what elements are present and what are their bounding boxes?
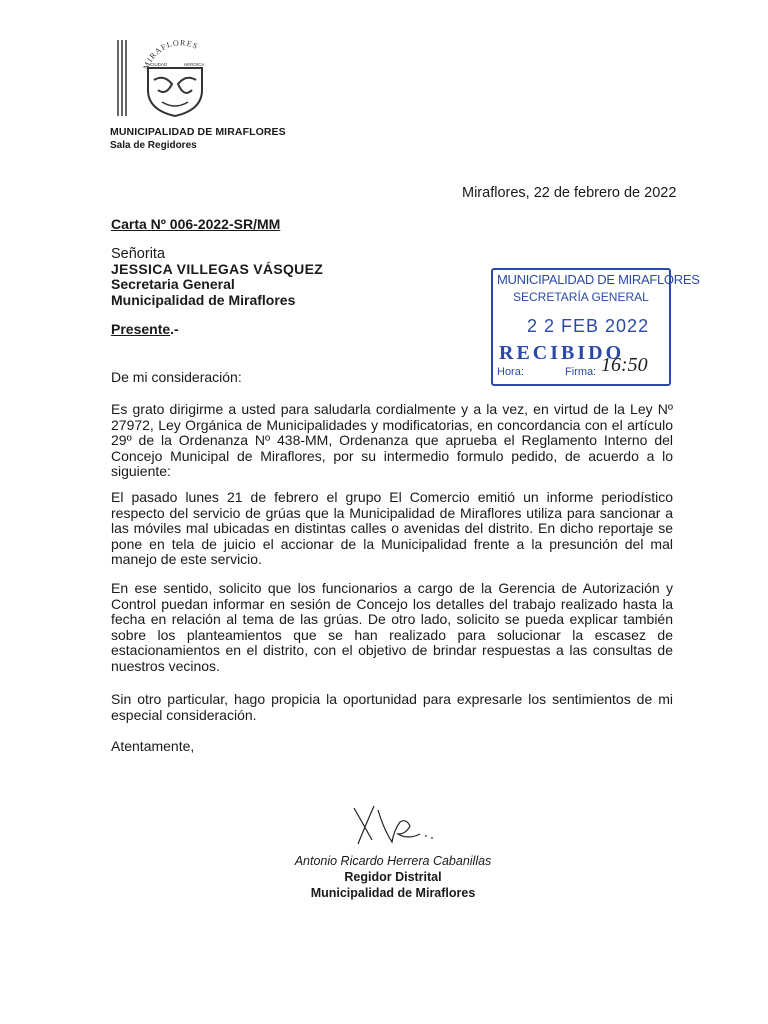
body-paragraph-4: Sin otro particular, hago propicia la oportunidad para expresarle los sentimientos de mi especial consideración. xyxy=(111,691,673,723)
stamp-hora-label: Hora: xyxy=(497,366,524,378)
logo-left-text: CIUDAD xyxy=(150,62,168,67)
stamp-recibido: RECIBIDO xyxy=(499,342,625,364)
greeting: De mi consideración: xyxy=(111,369,242,385)
logo-arc-text: MIRAFLORES xyxy=(141,38,200,71)
carta-number: Carta Nº 006-2022-SR/MM xyxy=(111,216,281,232)
signer-role: Regidor Distrital xyxy=(344,870,442,884)
letter-date: Miraflores, 22 de febrero de 2022 xyxy=(462,185,677,201)
body-paragraph-3: En ese sentido, solicito que los funcionarios a cargo de la Gerencia de Autorización y Control puedan informar en sesión de Concejo los detalles del trabajo realizado hasta la fecha en relación al tema de las grúas. De otro lado, solicito se pueda explicar también sobre los planteamientos que se han realizado para solucionar la escasez de estacionamientos en el distrito, con el objetivo de brindar respuestas a las consultas de nuestros vecinos. xyxy=(111,580,673,674)
stamp-firma-label: Firma: xyxy=(565,366,597,378)
org-subtitle: Sala de Regidores xyxy=(110,140,197,151)
presente-heading xyxy=(111,321,179,337)
stamp-organization: MUNICIPALIDAD DE MIRAFLORES xyxy=(497,272,700,287)
handwritten-signature xyxy=(348,800,438,850)
stamp-handwritten-time: 16:50 xyxy=(601,354,648,376)
logo-right-text: HEROICA xyxy=(184,62,205,67)
body-paragraph-2: El pasado lunes 21 de febrero el grupo El Comercio emitió un informe periodístico respecto del servicio de grúas que la Municipalidad de Miraflores utiliza para sancionar a las móviles mal ubicadas en distintas calles o avenidas del distrito. En dicho reportaje se pone en tela de juicio el accionar de la Municipalidad frente a la presunción del mal manejo de este servicio. xyxy=(111,489,673,568)
org-name: MUNICIPALIDAD DE MIRAFLORES xyxy=(110,126,286,138)
recipient-salutation: Señorita xyxy=(111,246,166,262)
signer-name: Antonio Ricardo Herrera Cabanillas xyxy=(294,854,492,868)
municipality-logo xyxy=(108,30,218,118)
recipient-name: JESSICA VILLEGAS VÁSQUEZ xyxy=(111,261,324,277)
presente-text: Presente xyxy=(111,321,171,337)
recipient-organization: Municipalidad de Miraflores xyxy=(111,292,296,308)
stamp-department: SECRETARÍA GENERAL xyxy=(513,290,649,304)
signer-organization: Municipalidad de Miraflores xyxy=(310,886,476,900)
presente-suffix: .- xyxy=(170,321,179,337)
body-paragraph-1: Es grato dirigirme a usted para saludarla cordialmente y a la vez, en virtud de la Ley Nº 27972, Ley Orgánica de Municipalidades y modificatorias, en concordancia con el artículo 29º de la Ordenanza Nº 438-MM, Ordenanza que aprueba el Reglamento Interno del Concejo Municipal de Miraflores, por su intermedio formulo pedido, de acuerdo a lo siguiente: xyxy=(111,401,673,480)
reception-stamp xyxy=(491,268,700,386)
closing: Atentamente, xyxy=(111,738,195,754)
stamp-date: 2 2 FEB 2022 xyxy=(527,316,650,336)
recipient-title: Secretaria General xyxy=(111,276,235,292)
